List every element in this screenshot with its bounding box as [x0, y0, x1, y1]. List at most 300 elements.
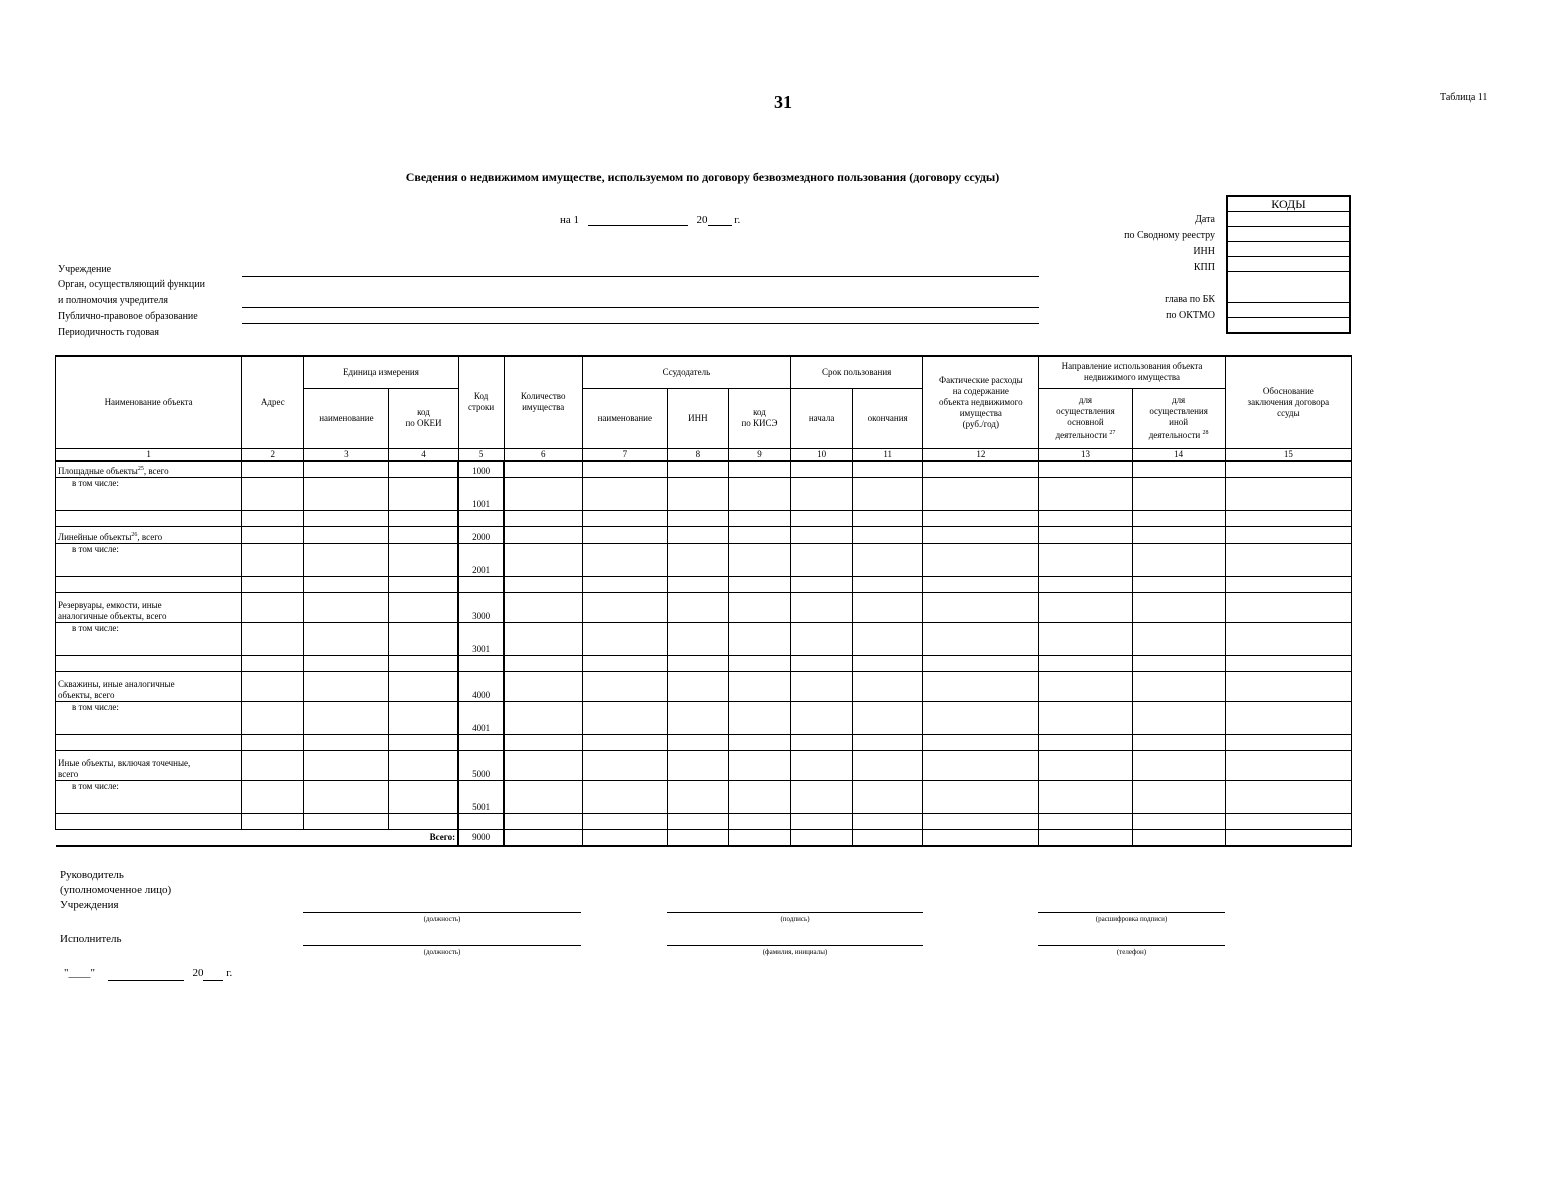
header-lender-name: наименование — [582, 388, 667, 448]
data-cell[interactable] — [1132, 461, 1225, 478]
head-decode-line[interactable] — [1038, 912, 1225, 913]
executor-label: Исполнитель — [60, 933, 122, 945]
data-cell[interactable] — [1039, 478, 1132, 511]
data-cell[interactable] — [1225, 702, 1351, 735]
data-cell[interactable] — [728, 544, 790, 577]
data-cell[interactable] — [504, 461, 582, 478]
data-cell[interactable] — [504, 511, 582, 527]
data-cell[interactable] — [923, 830, 1039, 846]
municipality-label: Публично-правовое образование — [58, 311, 198, 322]
data-cell[interactable] — [1225, 735, 1351, 751]
col-num: 14 — [1132, 448, 1225, 461]
data-cell[interactable] — [853, 656, 923, 672]
data-cell[interactable] — [304, 544, 389, 577]
date-year-prefix: 20 — [696, 214, 708, 226]
head-signature-label: Руководитель (уполномоченное лицо) Учреждения — [60, 869, 172, 911]
data-cell[interactable] — [1132, 656, 1225, 672]
head-signature-line[interactable] — [667, 912, 923, 913]
data-cell[interactable] — [923, 511, 1039, 527]
head-decode-caption: (расшифровка подписи) — [1095, 915, 1168, 923]
data-cell[interactable] — [923, 461, 1039, 478]
data-cell[interactable] — [1039, 623, 1132, 656]
data-cell[interactable] — [389, 593, 458, 623]
data-cell[interactable] — [504, 781, 582, 814]
data-cell[interactable] — [667, 593, 728, 623]
data-cell[interactable] — [923, 623, 1039, 656]
data-cell[interactable] — [389, 781, 458, 814]
data-cell[interactable] — [791, 702, 853, 735]
data-cell[interactable] — [1225, 593, 1351, 623]
data-cell[interactable] — [791, 830, 853, 846]
data-cell[interactable] — [728, 478, 790, 511]
data-cell[interactable] — [242, 478, 304, 511]
codes-table — [1226, 195, 1351, 334]
data-cell[interactable] — [791, 672, 853, 702]
data-cell[interactable] — [304, 577, 389, 593]
data-cell[interactable] — [504, 623, 582, 656]
code-cell-date[interactable] — [1227, 212, 1350, 227]
data-cell[interactable] — [1132, 577, 1225, 593]
data-cell[interactable] — [242, 656, 304, 672]
data-cell[interactable] — [242, 577, 304, 593]
data-cell[interactable] — [242, 461, 304, 478]
header-term: Срок пользования — [791, 356, 923, 388]
data-cell[interactable] — [1225, 461, 1351, 478]
data-cell[interactable] — [304, 656, 389, 672]
data-cell[interactable] — [504, 702, 582, 735]
data-cell[interactable] — [667, 814, 728, 830]
row-code: 1000 — [458, 461, 504, 478]
data-cell[interactable] — [504, 656, 582, 672]
date-day-month-blank[interactable] — [588, 213, 688, 226]
data-cell[interactable] — [853, 672, 923, 702]
data-cell[interactable] — [728, 830, 790, 846]
data-cell[interactable] — [1039, 735, 1132, 751]
data-cell[interactable] — [582, 830, 667, 846]
data-cell[interactable] — [728, 702, 790, 735]
data-cell[interactable] — [242, 735, 304, 751]
code-label-kpp: КПП — [1193, 262, 1215, 273]
data-cell[interactable] — [1225, 478, 1351, 511]
data-cell[interactable] — [923, 751, 1039, 781]
data-cell[interactable] — [1039, 656, 1132, 672]
data-cell[interactable] — [923, 527, 1039, 544]
date-year-blank[interactable] — [203, 968, 223, 981]
header-quantity: Количество имущества — [504, 356, 582, 448]
data-cell[interactable] — [242, 544, 304, 577]
code-cell-registry[interactable] — [1227, 227, 1350, 242]
data-cell[interactable] — [853, 735, 923, 751]
data-cell[interactable] — [853, 511, 923, 527]
data-cell[interactable] — [1132, 544, 1225, 577]
data-cell[interactable] — [304, 623, 389, 656]
data-cell[interactable] — [1132, 527, 1225, 544]
data-cell[interactable] — [1132, 814, 1225, 830]
data-cell[interactable] — [242, 511, 304, 527]
data-cell[interactable] — [504, 527, 582, 544]
data-cell[interactable] — [667, 830, 728, 846]
data-cell[interactable] — [582, 623, 667, 656]
code-cell-inn[interactable] — [1227, 242, 1350, 257]
data-cell[interactable] — [242, 751, 304, 781]
data-cell[interactable] — [1225, 814, 1351, 830]
date-day[interactable]: "____" — [64, 967, 95, 979]
header-address: Адрес — [242, 356, 304, 448]
group-sub-row — [56, 702, 1352, 735]
data-cell[interactable] — [791, 511, 853, 527]
col-num: 1 — [56, 448, 242, 461]
data-cell[interactable] — [853, 527, 923, 544]
col-num: 5 — [458, 448, 504, 461]
data-cell[interactable] — [1225, 672, 1351, 702]
data-cell[interactable] — [728, 527, 790, 544]
code-cell-kpp[interactable] — [1227, 257, 1350, 272]
data-cell[interactable] — [304, 527, 389, 544]
data-cell[interactable] — [1225, 656, 1351, 672]
data-cell[interactable] — [791, 527, 853, 544]
data-cell[interactable] — [791, 593, 853, 623]
data-cell[interactable] — [923, 577, 1039, 593]
data-cell[interactable] — [582, 751, 667, 781]
data-cell[interactable] — [242, 527, 304, 544]
data-cell[interactable] — [923, 735, 1039, 751]
row-code[interactable] — [458, 577, 504, 593]
data-cell[interactable] — [728, 577, 790, 593]
data-cell[interactable] — [853, 478, 923, 511]
data-cell[interactable] — [1225, 511, 1351, 527]
data-cell[interactable] — [1039, 751, 1132, 781]
data-cell[interactable] — [853, 781, 923, 814]
data-cell[interactable] — [582, 511, 667, 527]
data-cell[interactable] — [582, 735, 667, 751]
group-label: Скважины, иные аналогичные объекты, всего — [56, 672, 242, 702]
data-cell[interactable] — [853, 814, 923, 830]
data-cell[interactable] — [791, 577, 853, 593]
data-cell[interactable] — [667, 672, 728, 702]
data-cell[interactable] — [1225, 623, 1351, 656]
sub-label: в том числе: — [56, 544, 242, 577]
data-cell[interactable] — [728, 593, 790, 623]
data-cell[interactable] — [582, 781, 667, 814]
data-cell[interactable] — [728, 781, 790, 814]
header-expenses: Фактические расходы на содержание объекта недвижимого имущества (руб./год) — [923, 356, 1039, 448]
founder-label-2: и полномочия учредителя — [58, 295, 168, 306]
sub-label: в том числе: — [56, 702, 242, 735]
data-cell[interactable] — [1132, 702, 1225, 735]
table-label: Таблица 11 — [1440, 92, 1488, 103]
header-object-name: Наименование объекта — [56, 356, 242, 448]
col-num: 9 — [728, 448, 790, 461]
data-cell[interactable] — [1039, 527, 1132, 544]
data-cell[interactable] — [582, 593, 667, 623]
data-cell[interactable] — [853, 623, 923, 656]
header-term-start: начала — [791, 388, 853, 448]
header-direction: Направление использования объекта недвижимого имущества — [1039, 356, 1225, 388]
data-cell[interactable] — [242, 672, 304, 702]
code-label-registry: по Сводному реестру — [1124, 230, 1215, 241]
data-cell[interactable] — [389, 702, 458, 735]
data-cell[interactable] — [923, 593, 1039, 623]
executor-name-line[interactable] — [667, 945, 923, 946]
data-cell[interactable] — [582, 527, 667, 544]
sub-label: в том числе: — [56, 623, 242, 656]
data-cell[interactable] — [667, 656, 728, 672]
row-code[interactable] — [458, 814, 504, 830]
data-cell[interactable] — [582, 672, 667, 702]
data-cell[interactable] — [504, 544, 582, 577]
data-cell[interactable] — [667, 527, 728, 544]
property-table — [55, 355, 1352, 847]
data-cell[interactable] — [1132, 751, 1225, 781]
group-label: Иные объекты, включая точечные, всего — [56, 751, 242, 781]
data-cell[interactable] — [667, 702, 728, 735]
data-cell[interactable] — [504, 814, 582, 830]
data-cell[interactable] — [1039, 672, 1132, 702]
code-cell-empty[interactable] — [1227, 318, 1350, 334]
data-cell[interactable] — [791, 544, 853, 577]
data-cell[interactable] — [242, 781, 304, 814]
data-cell[interactable] — [389, 656, 458, 672]
periodicity-label: Периодичность годовая — [58, 327, 159, 338]
data-cell[interactable] — [1225, 544, 1351, 577]
data-cell[interactable] — [853, 830, 923, 846]
data-cell[interactable] — [728, 814, 790, 830]
data-cell[interactable] — [667, 751, 728, 781]
institution-field-line[interactable] — [242, 276, 1039, 277]
data-cell[interactable] — [923, 544, 1039, 577]
data-cell[interactable] — [667, 478, 728, 511]
data-cell[interactable] — [582, 461, 667, 478]
data-cell[interactable] — [304, 511, 389, 527]
group-sub-row — [56, 478, 1352, 511]
data-cell[interactable] — [1039, 702, 1132, 735]
data-cell[interactable] — [56, 577, 242, 593]
data-cell[interactable] — [304, 735, 389, 751]
data-cell[interactable] — [791, 461, 853, 478]
executor-phone-caption: (телефон) — [1116, 948, 1147, 956]
data-cell[interactable] — [728, 461, 790, 478]
data-cell[interactable] — [504, 751, 582, 781]
data-cell[interactable] — [582, 577, 667, 593]
header-row-code: Код строки — [458, 356, 504, 448]
data-cell[interactable] — [582, 478, 667, 511]
data-cell[interactable] — [56, 814, 242, 830]
row-code: 1001 — [458, 478, 504, 511]
col-num: 4 — [389, 448, 458, 461]
data-cell[interactable] — [728, 751, 790, 781]
data-cell[interactable] — [667, 735, 728, 751]
data-cell[interactable] — [304, 814, 389, 830]
data-cell[interactable] — [389, 527, 458, 544]
data-cell[interactable] — [1039, 511, 1132, 527]
data-cell[interactable] — [728, 656, 790, 672]
data-cell[interactable] — [242, 593, 304, 623]
group-total-row — [56, 672, 1352, 702]
date-prefix: на 1 — [560, 214, 580, 226]
municipality-field-line[interactable] — [242, 323, 1039, 324]
row-code[interactable] — [458, 511, 504, 527]
data-cell[interactable] — [56, 735, 242, 751]
data-cell[interactable] — [1225, 577, 1351, 593]
column-numbers-row — [56, 448, 1352, 461]
document-title: Сведения о недвижимом имуществе, используемом по договору безвозмездного пользования (договору ссуды) — [405, 170, 1000, 184]
data-cell[interactable] — [667, 511, 728, 527]
data-cell[interactable] — [667, 461, 728, 478]
data-cell[interactable] — [853, 593, 923, 623]
header-basis: Обоснование заключения договора ссуды — [1225, 356, 1351, 448]
data-cell[interactable] — [504, 672, 582, 702]
head-position-line[interactable] — [303, 912, 581, 913]
data-cell[interactable] — [923, 672, 1039, 702]
data-cell[interactable] — [304, 593, 389, 623]
row-code: 4001 — [458, 702, 504, 735]
data-cell[interactable] — [242, 702, 304, 735]
data-cell[interactable] — [582, 702, 667, 735]
col-num: 8 — [667, 448, 728, 461]
data-cell[interactable] — [728, 623, 790, 656]
col-num: 13 — [1039, 448, 1132, 461]
data-cell[interactable] — [853, 544, 923, 577]
data-cell[interactable] — [791, 751, 853, 781]
data-cell[interactable] — [1225, 527, 1351, 544]
data-cell[interactable] — [791, 656, 853, 672]
data-cell[interactable] — [504, 593, 582, 623]
data-cell[interactable] — [504, 735, 582, 751]
data-cell[interactable] — [389, 544, 458, 577]
data-cell[interactable] — [791, 735, 853, 751]
col-num: 11 — [853, 448, 923, 461]
blank-row — [56, 577, 1352, 593]
data-cell[interactable] — [389, 814, 458, 830]
data-cell[interactable] — [389, 511, 458, 527]
executor-position-line[interactable] — [303, 945, 581, 946]
institution-label: Учреждение — [58, 264, 112, 275]
row-code: 2001 — [458, 544, 504, 577]
data-cell[interactable] — [242, 623, 304, 656]
data-cell[interactable] — [728, 735, 790, 751]
blank-row — [56, 511, 1352, 527]
group-sub-row — [56, 781, 1352, 814]
data-cell[interactable] — [304, 478, 389, 511]
group-sub-row — [56, 544, 1352, 577]
data-cell[interactable] — [923, 781, 1039, 814]
data-cell[interactable] — [242, 814, 304, 830]
data-cell[interactable] — [923, 702, 1039, 735]
header-term-end: окончания — [853, 388, 923, 448]
data-cell[interactable] — [582, 544, 667, 577]
row-code: 5000 — [458, 751, 504, 781]
data-cell[interactable] — [1132, 672, 1225, 702]
data-cell[interactable] — [304, 702, 389, 735]
executor-name-caption: (фамилия, инициалы) — [762, 948, 828, 956]
data-cell[interactable] — [582, 656, 667, 672]
data-cell[interactable] — [1039, 461, 1132, 478]
data-cell[interactable] — [667, 544, 728, 577]
data-cell[interactable] — [791, 478, 853, 511]
group-label: Резервуары, емкости, иные аналогичные объекты, всего — [56, 593, 242, 623]
data-cell[interactable] — [728, 511, 790, 527]
data-cell[interactable] — [728, 672, 790, 702]
data-cell[interactable] — [304, 461, 389, 478]
data-cell[interactable] — [1132, 735, 1225, 751]
data-cell[interactable] — [667, 577, 728, 593]
group-total-row — [56, 593, 1352, 623]
data-cell[interactable] — [791, 781, 853, 814]
data-cell[interactable] — [304, 751, 389, 781]
data-cell[interactable] — [582, 814, 667, 830]
data-cell[interactable] — [389, 577, 458, 593]
data-cell[interactable] — [1225, 781, 1351, 814]
data-cell[interactable] — [791, 814, 853, 830]
code-cell-oktmo[interactable] — [1227, 303, 1350, 318]
data-cell[interactable] — [853, 461, 923, 478]
data-cell[interactable] — [923, 478, 1039, 511]
header-other-activity: для осуществления иной деятельности $^{28}$ — [1132, 388, 1225, 448]
data-cell[interactable] — [1039, 781, 1132, 814]
data-cell[interactable] — [389, 672, 458, 702]
col-num: 6 — [504, 448, 582, 461]
data-cell[interactable] — [389, 735, 458, 751]
data-cell[interactable] — [667, 623, 728, 656]
sub-label: в том числе: — [56, 478, 242, 511]
data-cell[interactable] — [1225, 830, 1351, 846]
data-cell[interactable] — [667, 781, 728, 814]
data-cell[interactable] — [853, 751, 923, 781]
data-cell[interactable] — [504, 577, 582, 593]
data-cell[interactable] — [389, 623, 458, 656]
code-cell-bk[interactable] — [1227, 272, 1350, 303]
data-cell[interactable] — [923, 656, 1039, 672]
data-cell[interactable] — [853, 577, 923, 593]
data-cell[interactable] — [504, 830, 582, 846]
data-cell[interactable] — [1132, 830, 1225, 846]
data-cell[interactable] — [853, 702, 923, 735]
executor-phone-line[interactable] — [1038, 945, 1225, 946]
data-cell[interactable] — [923, 814, 1039, 830]
data-cell[interactable] — [1039, 593, 1132, 623]
row-code[interactable] — [458, 735, 504, 751]
data-cell[interactable] — [1039, 544, 1132, 577]
col-num: 15 — [1225, 448, 1351, 461]
data-cell[interactable] — [1039, 814, 1132, 830]
date-month-blank[interactable] — [108, 968, 184, 981]
data-cell[interactable] — [791, 623, 853, 656]
date-year-blank[interactable] — [708, 213, 732, 226]
data-cell[interactable] — [1039, 577, 1132, 593]
data-cell[interactable] — [1132, 623, 1225, 656]
data-cell[interactable] — [1132, 781, 1225, 814]
data-cell[interactable] — [389, 478, 458, 511]
data-cell[interactable] — [304, 781, 389, 814]
data-cell[interactable] — [389, 461, 458, 478]
signing-date: "____" 20 г. — [64, 967, 233, 979]
data-cell[interactable] — [1225, 751, 1351, 781]
data-cell[interactable] — [56, 656, 242, 672]
data-cell[interactable] — [389, 751, 458, 781]
data-cell[interactable] — [56, 511, 242, 527]
data-cell[interactable] — [1132, 593, 1225, 623]
data-cell[interactable] — [504, 478, 582, 511]
total-label: Всего: — [56, 830, 459, 846]
report-date-line — [560, 213, 740, 226]
founder-field-line[interactable] — [242, 307, 1039, 308]
data-cell[interactable] — [304, 672, 389, 702]
data-cell[interactable] — [1132, 478, 1225, 511]
data-cell[interactable] — [1039, 830, 1132, 846]
code-label-oktmo: по ОКТМО — [1166, 310, 1215, 321]
row-code[interactable] — [458, 656, 504, 672]
data-cell[interactable] — [1132, 511, 1225, 527]
